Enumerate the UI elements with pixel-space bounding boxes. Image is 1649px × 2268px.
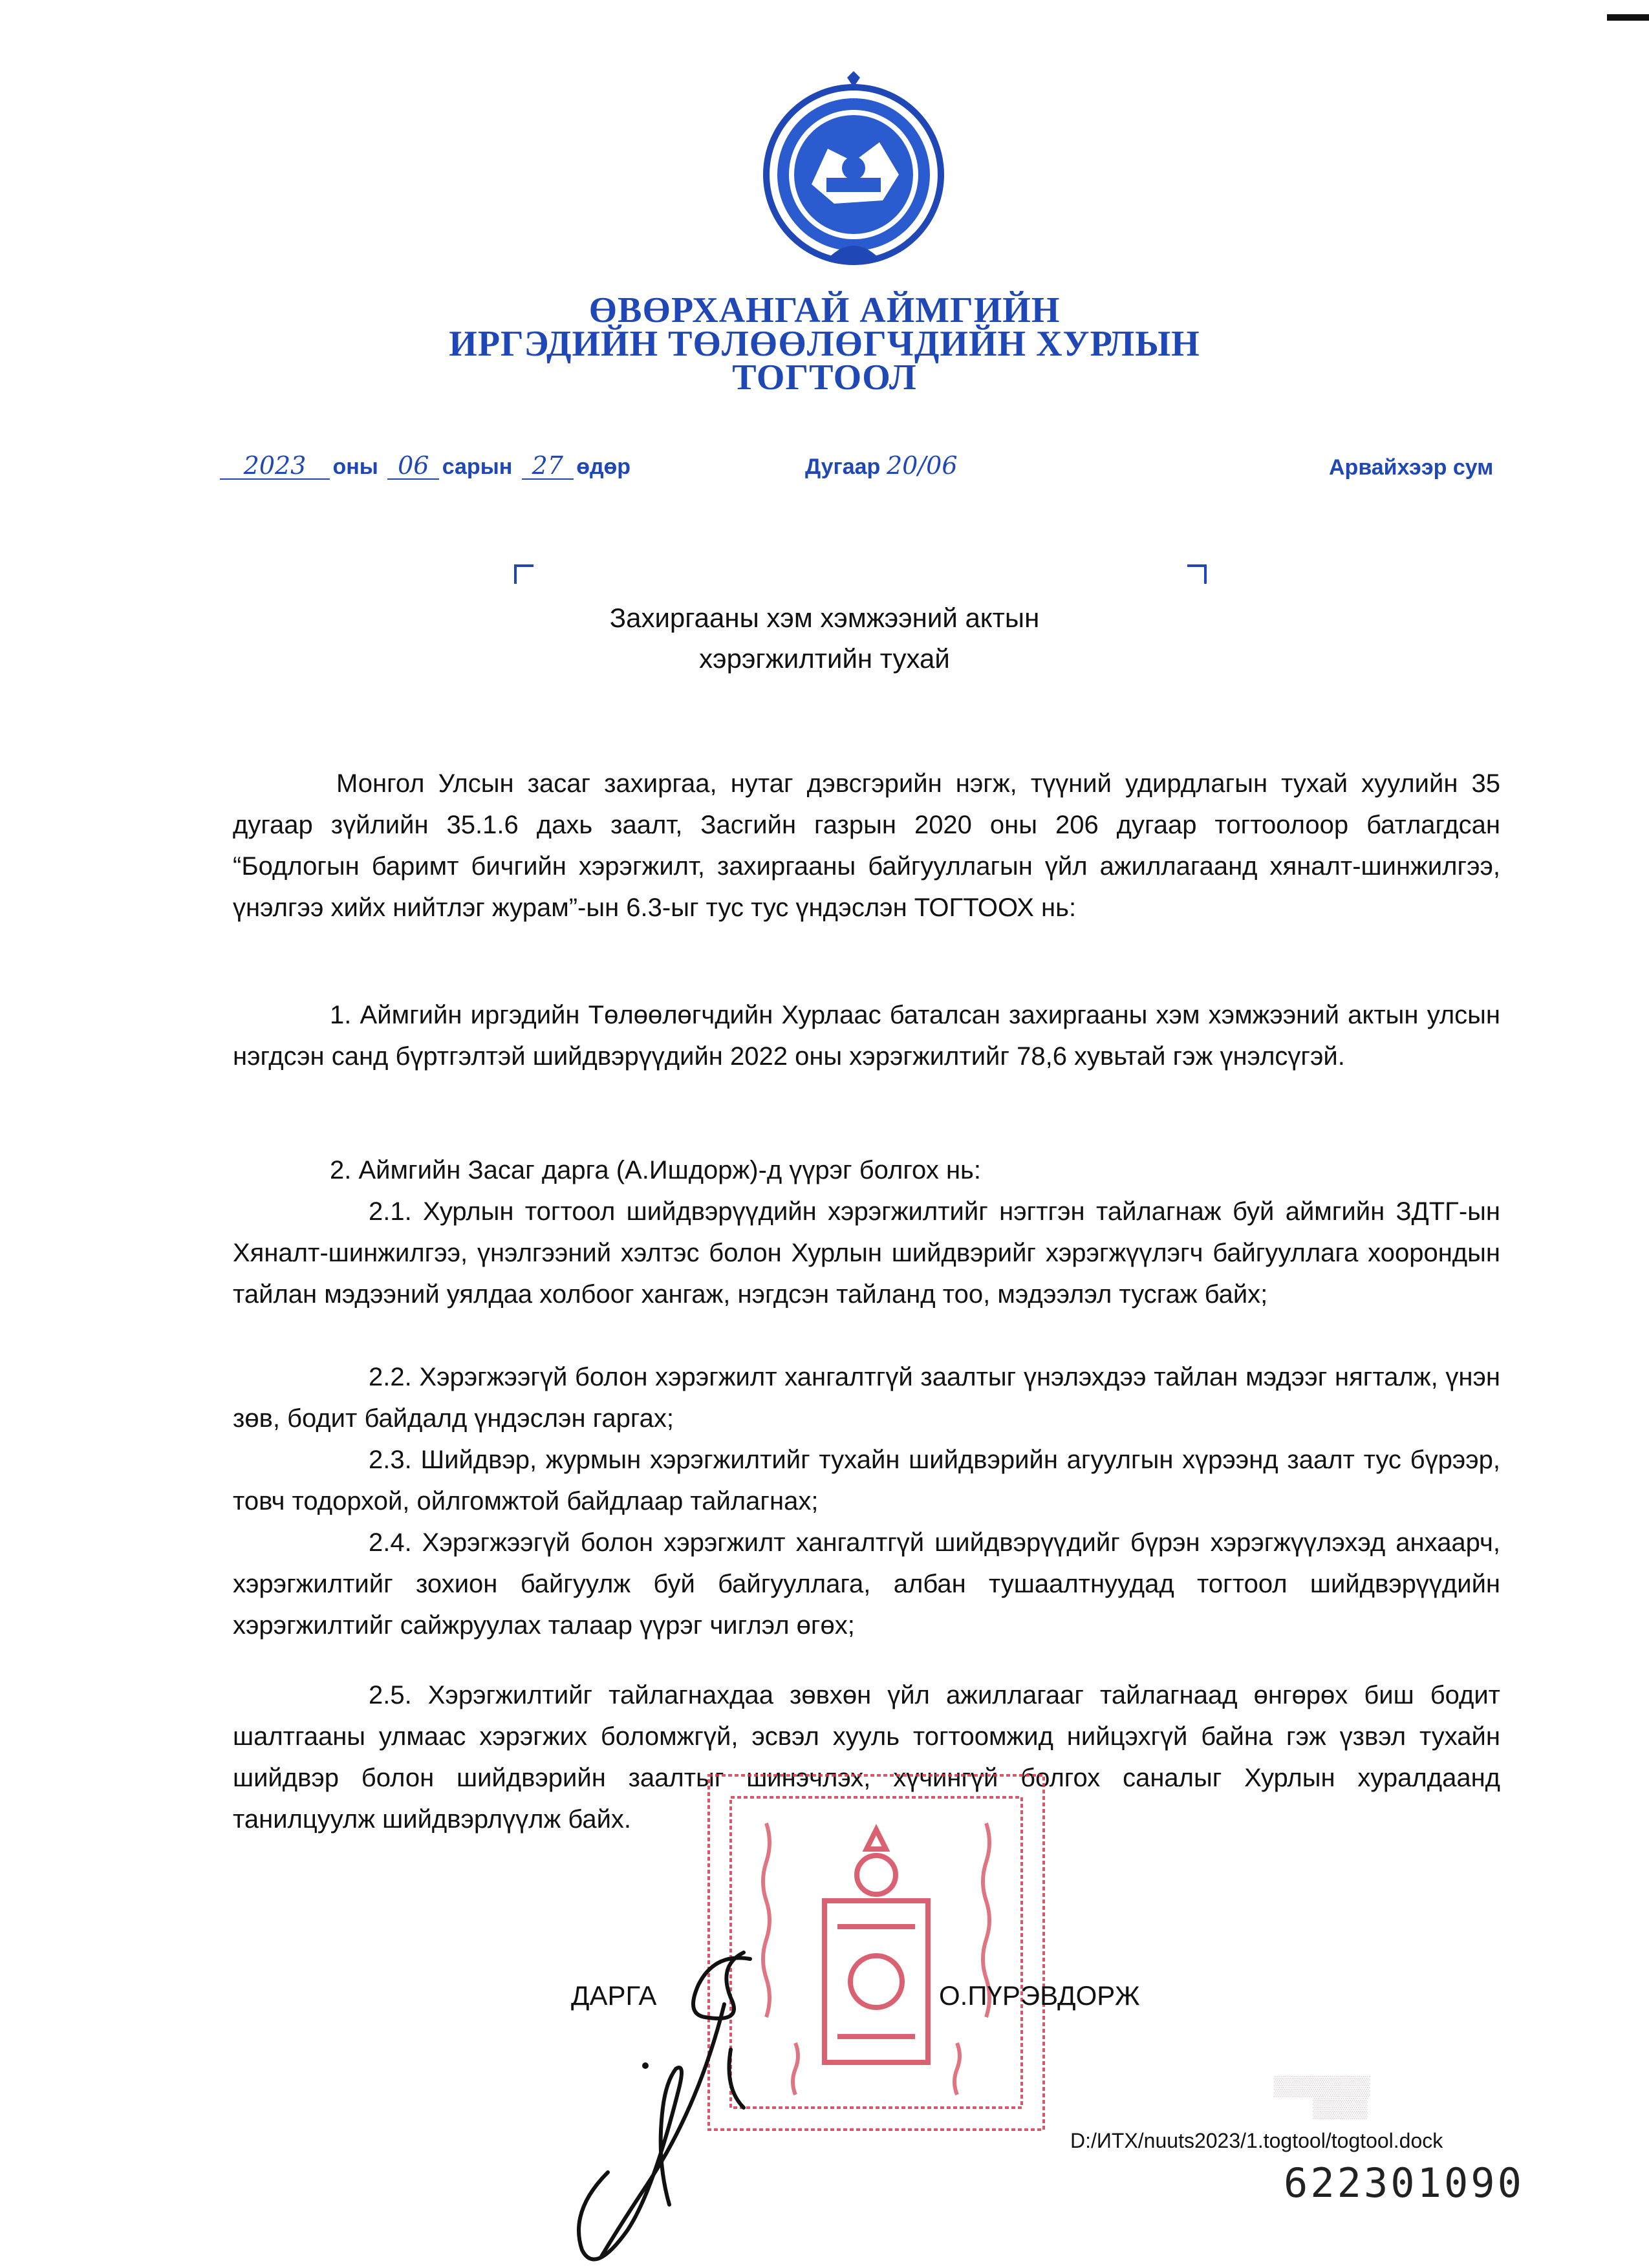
resolution-item-2-5: 2.5. Хэрэгжилтийг тайлагнахдаа зөвхөн үйл ажиллагааг тайлагнаад өнгөрөх биш бодит шалтгааны улмаас хэрэгжих боломжгүй, эсвэл хууль тогтоомжид нийцэхгүй байна гэж үзвэл тухайн шийдвэр болон шийдвэрийн заалтыг шинэчлэх, хүчингүй болгох саналыг Хурлын хуралдаанд танилцуулж шийдвэрлүүлж байх. bbox=[233, 1681, 1500, 1834]
scan-edge-mark bbox=[1607, 14, 1649, 21]
number-line bbox=[805, 453, 961, 480]
date-year: 2023 bbox=[220, 453, 330, 480]
document-number: 622301090 bbox=[1284, 2159, 1524, 2207]
resolution-item-1: 1. Аймгийн иргэдийн Төлөөлөгчдийн Хурлаас баталсан захиргааны хэм хэмжээний актын улсын нэгдсэн санд бүртгэлтэй шийдвэрүүдийн 2022 оны хэрэгжилтийг 78,6 хувьтай гэж үнэлсүгэй. bbox=[233, 1001, 1500, 1071]
date-month: 06 bbox=[387, 453, 439, 480]
org-name-line2: ИРГЭДИЙН ТӨЛӨӨЛӨГЧДИЙН ХУРЛЫН bbox=[449, 324, 1200, 364]
location: Арвайхээр сум bbox=[1329, 455, 1494, 480]
org-name-line1: ӨВӨРХАНГАЙ АЙМГИЙН bbox=[588, 290, 1061, 330]
resolution-item-2-1: 2.1. Хурлын тогтоол шийдвэрүүдийн хэрэгжилтийг нэгтгэн тайлагнаж буй аймгийн ЗДТГ-ын Хяналт-шинжилгээ, үнэлгээний хэлтэс болон Хурлын шийдвэрийг хэрэгжүүлэгч байгууллага хоорондын тайлан мэдээний уялдаа холбоог хангаж, нэгдсэн тайланд тоо, мэдээлэл тусгаж байх; bbox=[233, 1197, 1500, 1309]
resolution-item-2-4: 2.4. Хэрэгжээгүй болон хэрэгжилт хангалтгүй шийдвэрүүдийг бүрэн хэрэгжүүлэхэд анхаарч, хэрэгжилтийг зохион байгуулж буй байгууллага, албан тушаалтнуудад тогтоол шийдвэрүүдийн хэрэгжилтийг сайжруулах талаар үүрэг чиглэл өгөх; bbox=[233, 1528, 1500, 1640]
subject-corner-left bbox=[514, 564, 534, 584]
number-label: Дугаар bbox=[805, 455, 881, 479]
resolution-item-2-3: 2.3. Шийдвэр, журмын хэрэгжилтийг тухайн шийдвэрийн агуулгын хүрээнд заалт тус бүрээр, товч тодорхой, ойлгомжтой байдлаар тайлагнах; bbox=[233, 1446, 1500, 1515]
date-line bbox=[220, 453, 630, 480]
subject-corner-right bbox=[1187, 564, 1207, 584]
subject-line2: хэрэгжилтийн тухай bbox=[699, 643, 950, 674]
date-day: 27 bbox=[522, 453, 574, 480]
resolution-item-2: 2. Аймгийн Засаг дарга (А.Ишдорж)-д үүрэг болгох нь: bbox=[330, 1156, 982, 1184]
date-month-label: сарын bbox=[442, 455, 513, 479]
date-year-label: оны bbox=[332, 455, 378, 479]
preamble-paragraph: Монгол Улсын засаг захиргаа, нутаг дэвсгэрийн нэгж, түүний удирдлагын тухай хуулийн 35 дугаар зүйлийн 35.1.6 дахь заалт, Засгийн газрын 2020 оны 206 дугаар тогтоолоор батлагдсан “Бодлогын баримт бичгийн хэрэгжилт, захиргааны байгууллагын үйл ажиллагаанд хяналт-шинжилгээ, үнэлгээ хийх нийтлэг журам”-ын 6.3-ыг тус тус үндэслэн ТОГТООХ нь: bbox=[233, 769, 1500, 922]
signatory-name: О.ПҮРЭВДОРЖ bbox=[939, 1980, 1140, 2011]
date-day-label: өдөр bbox=[576, 455, 631, 479]
file-path: D:/ИТХ/nuuts2023/1.togtool/togtool.dock bbox=[1070, 2129, 1443, 2152]
subject-line1: Захиргааны хэм хэмжээний актын bbox=[609, 603, 1040, 633]
document-type-title: ТОГТООЛ bbox=[732, 358, 917, 398]
bleed-through-text: ▒▒▒▒▒▒▒ ▒▒▒▒ bbox=[1274, 2075, 1370, 2119]
signatory-title: ДАРГА bbox=[571, 1980, 657, 2011]
handwritten-signature bbox=[530, 1927, 802, 2263]
number-value: 20/06 bbox=[886, 451, 958, 480]
resolution-item-2-2: 2.2. Хэрэгжээгүй болон хэрэгжилт хангалтгүй заалтыг үнэлэхдээ тайлан мэдээг нягталж, үнэн зөв, бодит байдалд үндэслэн гаргах; bbox=[233, 1363, 1500, 1433]
state-emblem-icon bbox=[750, 71, 957, 272]
